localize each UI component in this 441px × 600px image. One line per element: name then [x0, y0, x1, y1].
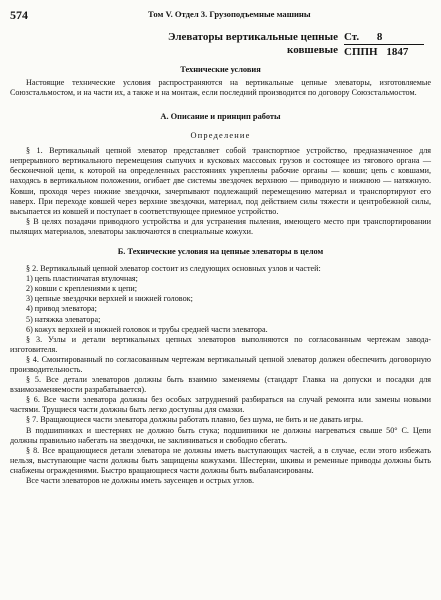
title-block — [10, 31, 431, 61]
standard-body: СППН — [344, 46, 378, 58]
title-line-1: Элеваторы вертикальные цепные — [168, 31, 338, 43]
paragraph-6: § 6. Все части элеватора должны без особых затруднений разбираться на случай ремонта или замены новыми частями. Трущиеся части должны быть легко доступны для смазки. — [10, 395, 431, 415]
paragraph-2: § В целях позадачи приводного устройства и для устранения пыления, имеющего место при транспортировании пылящих материалов, элеваторы заключаются в специальные кожухи. — [10, 216, 431, 236]
list-item: 1) цепь пластинчатая втулочная; — [26, 274, 138, 284]
paragraph-7-cont: В подшипниках и шестернях не должно быть стука; подшипники не должны нагреваться свыше 50° С. Цепи должны правильно набегать на звездочки, не заклиниваться и свободно сбегать. — [10, 425, 431, 445]
standard-number: 8 — [376, 31, 383, 43]
list-item: 5) натяжка элеватора; — [26, 314, 101, 324]
list-item: 3) цепные звездочки верхней и нижней головок; — [26, 294, 193, 304]
paragraph-1: § 1. Вертикальный цепной элеватор представляет собой транспортное устройство, предназначенное для непрерывного вертикального перемещения сыпучих и кусковых массовых грузов и состоящее из тягового органа — бесконечной цепи, к которой на определенных расстояниях укреплены рабочие органы — ковши; цепь с ковшами, находясь в вертикальном положении, огибает две системы звездочек верхнюю — приводную и нижнюю — натяжную. Ковши, проходя через нижние звездочки, зачерпывают подлежащий перемещению материал и транспортируют его наверх. При переходе ковшей через верхние звездочки, материал, под действием силы тяжести и центробежной силы, высыпается из ковшей и поступает в соответствующее приемное устройство. — [10, 146, 431, 216]
list-item: 2) ковши с креплениями к цепи; — [26, 284, 137, 294]
section-b-heading: Б. Технические условия на цепные элеваторы в целом — [117, 247, 324, 257]
intro-paragraph: Настоящие технические условия распространяются на вертикальные цепные элеваторы, изготовляемые Союзстальмостом, и на части их, а также и на монтаж, если последний производится по договору Союзстальмостом. — [10, 78, 431, 98]
page-number: 574 — [10, 8, 28, 22]
definition-heading: Определение — [190, 131, 251, 141]
page — [10, 8, 431, 486]
running-header — [10, 8, 431, 22]
section-a-heading: А. Описание и принцип работы — [160, 112, 281, 122]
standard-number-box — [344, 30, 424, 59]
paragraph-5: § 5. Все детали элеваторов должны быть взаимно заменяемы (стандарт Главка на допуски и посадки для взаимозаменяемости разрабатывается). — [10, 375, 431, 395]
list-item: 4) привод элеватора; — [26, 304, 97, 314]
paragraph-3: § 3. Узлы и детали вертикальных цепных элеваторов выполняются по согласованным чертежам завода-изготовителя. — [10, 334, 431, 354]
paragraph-4: § 4. Смонтированный по согласованным чертежам вертикальный цепной элеватор должен обеспечить договорную производительность. — [10, 354, 431, 374]
standard-year: 1847 — [386, 46, 409, 58]
title-line-2: ковшевые — [287, 44, 338, 56]
running-title: Том V. Отдел 3. Грузоподъемные машины — [148, 9, 311, 19]
paragraph-7: § 7. Вращающиеся части элеватора должны работать плавно, без шума, не бить и не давать игры. — [26, 415, 364, 425]
document-title — [138, 31, 338, 57]
standard-label: Ст. — [344, 31, 360, 43]
component-list — [10, 274, 431, 335]
list-item: 6) кожух верхней и нижней головок и трубы средней части элеватора. — [26, 324, 268, 334]
tech-conditions-heading: Технические условия — [180, 65, 261, 74]
paragraph-2-composition: § 2. Вертикальный цепной элеватор состоит из следующих основных узлов и частей: — [26, 264, 321, 274]
paragraph-final: Все части элеваторов не должны иметь заусенцев и острых углов. — [26, 476, 255, 485]
paragraph-8: § 8. Все вращающиеся детали элеватора не должны иметь выступающих частей, а в случае, если этого избежать нельзя, выступающие части должны быть защищены кожухами. Шестерни, шкивы и ременные приводы должны быть снабжены ограждениями. Быстро вращающиеся части должны быть выбалансированы. — [10, 445, 431, 475]
